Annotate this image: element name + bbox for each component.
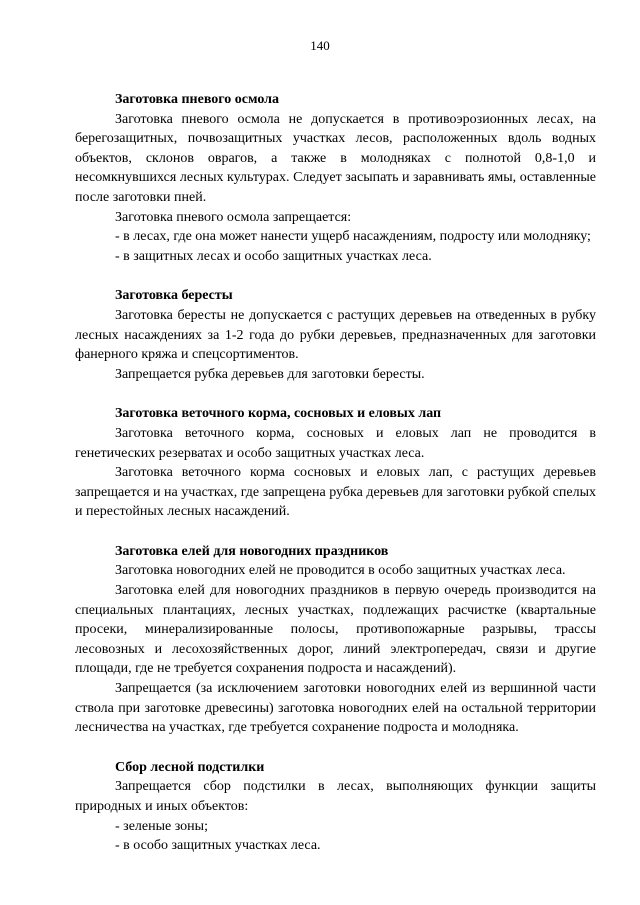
page-number: 140: [310, 38, 330, 53]
paragraph: Запрещается (за исключением заготовки новогодних елей из вершинной части ствола при заготовке древесины) заготовка новогодних елей на остальной территории лесничества на участках, где требуется сохранение подроста и молодняка.: [75, 681, 596, 736]
paragraph: Заготовка бересты не допускается с растущих деревьев на отведенных в рубку лесных насаждениях за 1-2 года до рубки деревьев, предназначенных для заготовки фанерного кряжа и спецсортиментов.: [75, 307, 596, 363]
paragraph: Заготовка веточного корма, сосновых и еловых лап не проводится в генетических резерватах и особо защитных участках леса.: [75, 425, 596, 461]
document-body: [75, 90, 596, 856]
section-novogodnie-eli: [75, 542, 596, 738]
paragraph: Заготовка новогодних елей не проводится в особо защитных участках леса.: [115, 563, 566, 579]
paragraph: Заготовка пневого осмола запрещается:: [115, 209, 352, 225]
section-heading: Заготовка веточного корма, сосновых и еловых лап: [115, 406, 442, 422]
section-pnevoy-osmol: [75, 90, 596, 266]
paragraph: Запрещается рубка деревьев для заготовки бересты.: [115, 366, 425, 382]
section-vetochny-korm: [75, 404, 596, 522]
paragraph: Заготовка веточного корма сосновых и еловых лап, с растущих деревьев запрещается и на участках, где запрещена рубка деревьев для заготовки рубкой спелых и перестойных лесных насаждений.: [75, 465, 596, 520]
section-lesnaya-podstilka: [75, 758, 596, 856]
section-heading: Заготовка бересты: [115, 288, 233, 304]
paragraph: Заготовка елей для новогодних праздников в первую очередь производится на специальных плантациях, лесных участках, подлежащих расчистке (квартальные просеки, минерализированные полосы, противопожарные разрывы, трассы лесовозных и лесохозяйственных дорог, линий электропередач, связи и другие площади, где не требуется сохранения подроста и насаждений).: [75, 583, 596, 677]
paragraph: Запрещается сбор подстилки в лесах, выполняющих функции защиты природных и иных объектов:: [75, 779, 596, 814]
paragraph: Заготовка пневого осмола не допускается в противоэрозионных лесах, на берегозащитных, почвозащитных участках лесов, расположенных вдоль водных объектов, склонов оврагов, а также в молодняках с полнотой 0,8-1,0 и несомкнувшихся лесных культурах. Следует засыпать и заравнивать ямы, оставленные после заготовки пней.: [75, 111, 596, 205]
list-item: - в защитных лесах и особо защитных участках леса.: [115, 248, 432, 264]
section-heading: Сбор лесной подстилки: [115, 759, 265, 775]
list-item: - зеленые зоны;: [115, 818, 208, 834]
list-item: - в лесах, где она может нанести ущерб насаждениям, подросту или молодняку;: [115, 229, 591, 245]
section-heading: Заготовка елей для новогодних праздников: [115, 543, 389, 559]
section-beresta: [75, 286, 596, 384]
section-heading: Заготовка пневого осмола: [115, 92, 280, 107]
list-item: - в особо защитных участках леса.: [115, 838, 321, 854]
